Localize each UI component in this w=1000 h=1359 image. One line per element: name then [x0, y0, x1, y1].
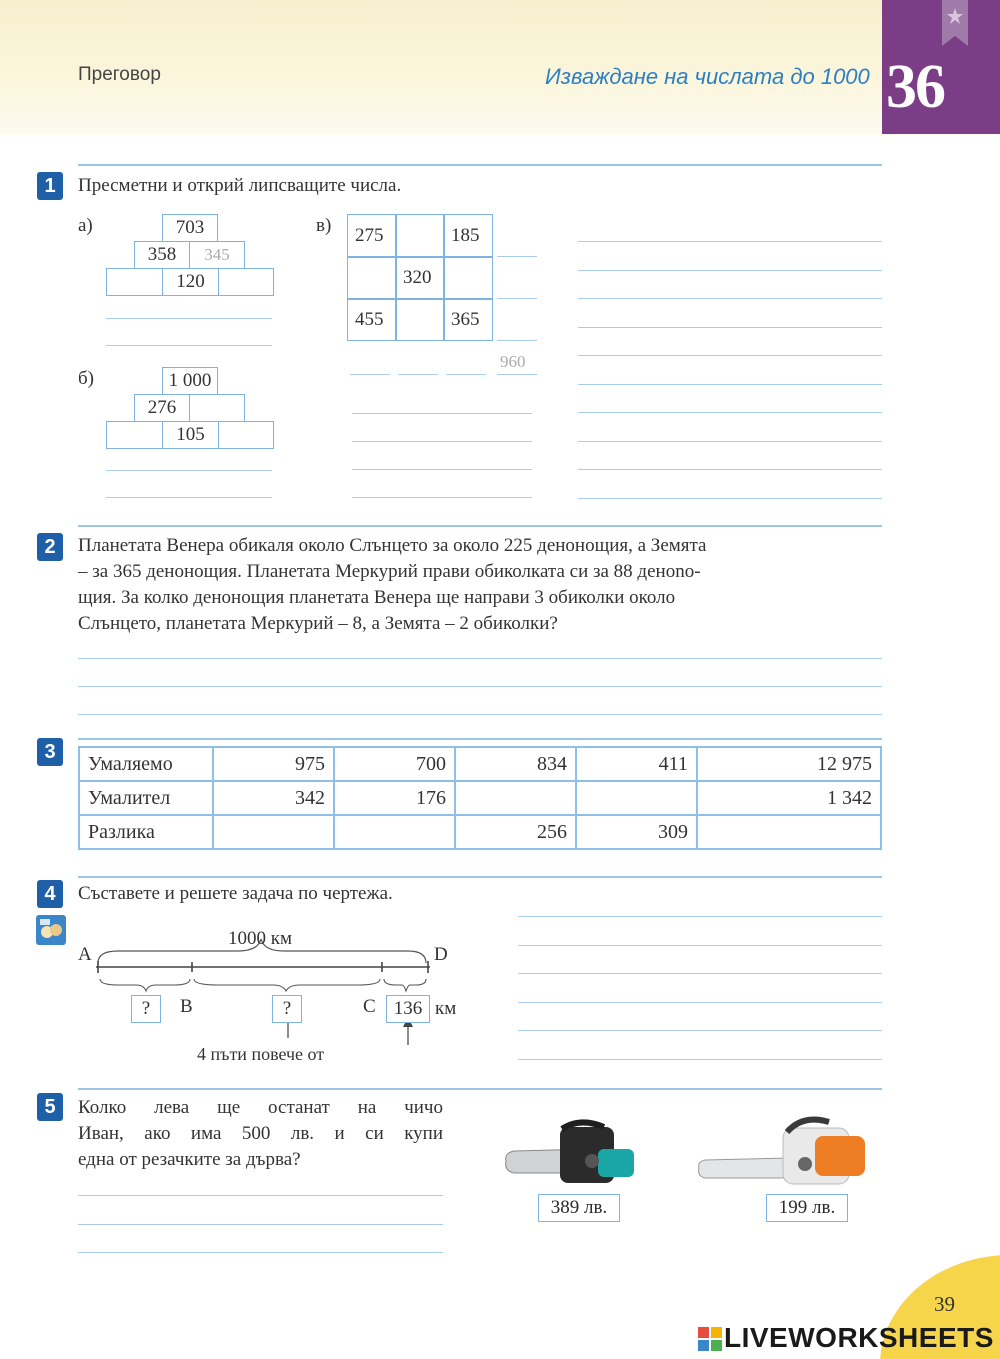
relation-note: 4 пъти повече от	[197, 1044, 325, 1064]
topic-title: Изваждане на числата до 1000	[545, 64, 870, 89]
task4-rule	[78, 876, 882, 878]
table-cell: 834	[455, 747, 576, 781]
segment-cd-value: 136	[386, 995, 430, 1023]
answer-line[interactable]	[78, 686, 882, 687]
task1-text: Пресметни и открий липсващите числа.	[78, 175, 402, 196]
lesson-number: 36	[886, 53, 944, 121]
liveworksheets-logo-icon	[698, 1327, 722, 1351]
a-bottom-left-input[interactable]	[106, 268, 163, 296]
chainsaw-teal-icon	[500, 1115, 650, 1195]
task2-rule	[78, 525, 882, 527]
table-input-cell[interactable]	[455, 781, 576, 815]
grid-cell: 275	[355, 225, 384, 246]
a-bottom-mid-cell: 120	[162, 268, 219, 296]
a-mid-right-input[interactable]: 345	[189, 241, 245, 269]
brand-name: LIVEWORKSHEETS	[724, 1322, 994, 1353]
section-title: Преговор	[78, 64, 161, 85]
answer-line[interactable]	[352, 497, 532, 498]
task5-line: Иван, ако има 500 лв. и си купи	[78, 1123, 443, 1144]
price-tag: 389 лв.	[538, 1194, 620, 1222]
answer-line[interactable]	[106, 497, 272, 498]
grid-cell: 320	[403, 267, 432, 288]
answer-line[interactable]	[518, 973, 882, 974]
grid-line	[443, 214, 445, 341]
grid-cell: 455	[355, 309, 384, 330]
answer-line[interactable]	[78, 658, 882, 659]
answer-line[interactable]	[578, 412, 882, 413]
answer-line[interactable]	[78, 714, 882, 715]
b-mid-right-input[interactable]	[189, 394, 245, 422]
subtraction-table	[78, 746, 882, 850]
diagonal-sum-line[interactable]	[497, 374, 537, 375]
table-input-cell[interactable]	[334, 815, 455, 849]
row-sum-line[interactable]	[497, 256, 537, 257]
b-bottom-left-input[interactable]	[106, 421, 163, 449]
task5-line: Колко лева ще останат на чичо	[78, 1097, 443, 1118]
unit-label: км	[435, 998, 457, 1019]
point-a-label: A	[78, 944, 92, 965]
answer-line[interactable]	[352, 469, 532, 470]
table-input-cell[interactable]	[697, 815, 881, 849]
b-bottom-mid-cell: 105	[162, 421, 219, 449]
task1-number: 1	[37, 172, 63, 200]
row-header: Разлика	[79, 815, 213, 849]
price-tag: 199 лв.	[766, 1194, 848, 1222]
grid-line	[395, 214, 397, 341]
answer-line[interactable]	[518, 916, 882, 917]
task5-number: 5	[37, 1093, 63, 1121]
point-d-label: D	[434, 944, 448, 965]
col-sum-line[interactable]	[446, 374, 486, 375]
answer-line[interactable]	[78, 1195, 443, 1196]
answer-line[interactable]	[106, 345, 272, 346]
a-top-cell: 703	[162, 214, 218, 242]
segment-bc-unknown[interactable]: ?	[272, 995, 302, 1023]
col-sum-line[interactable]	[398, 374, 438, 375]
task2-number: 2	[37, 533, 63, 561]
task3-number: 3	[37, 738, 63, 766]
answer-line[interactable]	[578, 327, 882, 328]
task3-rule	[78, 738, 882, 740]
grid-line	[347, 298, 493, 300]
table-cell: 1 342	[697, 781, 881, 815]
answer-line[interactable]	[106, 318, 272, 319]
table-cell: 12 975	[697, 747, 881, 781]
b-top-cell: 1 000	[162, 367, 218, 395]
answer-line[interactable]	[518, 1002, 882, 1003]
grid-line	[347, 256, 493, 258]
task4-text: Съставете и решете задача по чертежа.	[78, 883, 393, 904]
answer-line[interactable]	[352, 413, 532, 414]
col-sum-line[interactable]	[350, 374, 390, 375]
answer-line[interactable]	[578, 441, 882, 442]
table-cell: 975	[213, 747, 334, 781]
segment-ab-unknown[interactable]: ?	[131, 995, 161, 1023]
task1-rule	[78, 164, 882, 166]
b-mid-left-cell: 276	[134, 394, 190, 422]
row-sum-line[interactable]	[497, 298, 537, 299]
task2-text	[78, 533, 882, 637]
answer-line[interactable]	[578, 298, 882, 299]
table-row	[79, 747, 881, 781]
bookmark-icon	[940, 0, 970, 48]
task1-b-label: б)	[78, 368, 94, 389]
answer-line[interactable]	[578, 498, 882, 499]
point-c-label: C	[363, 996, 376, 1017]
table-cell: 176	[334, 781, 455, 815]
task5-text	[78, 1095, 443, 1147]
row-header: Умаляемо	[79, 747, 213, 781]
a-bottom-right-input[interactable]	[218, 268, 274, 296]
grid-cell: 185	[451, 225, 480, 246]
answer-line[interactable]	[518, 1059, 882, 1060]
table-input-cell[interactable]	[213, 815, 334, 849]
task5-line: една от резачките за дърва?	[78, 1149, 301, 1170]
task4-number: 4	[37, 880, 63, 908]
diagonal-sum: 960	[500, 352, 526, 371]
answer-line[interactable]	[78, 1224, 443, 1225]
a-mid-left-cell: 358	[134, 241, 190, 269]
row-header: Умалител	[79, 781, 213, 815]
task5-rule	[78, 1088, 882, 1090]
task2-line: – за 365 денонощия. Планетата Меркурий прави обиколката си за 88 денono-	[78, 561, 701, 582]
table-cell: 700	[334, 747, 455, 781]
table-row	[79, 781, 881, 815]
grid-cell: 365	[451, 309, 480, 330]
table-row	[79, 815, 881, 849]
pair-work-icon	[36, 915, 66, 945]
answer-line[interactable]	[578, 469, 882, 470]
table-cell: 309	[576, 815, 697, 849]
row-sum-line[interactable]	[497, 340, 537, 341]
task2-line: щия. За колко денонощия планетата Венера ще направи 3 обиколки около	[78, 587, 676, 608]
task2-line: Слънцето, планетата Меркурий – 8, а Земята – 2 обиколки?	[78, 613, 558, 634]
answer-line[interactable]	[578, 384, 882, 385]
table-cell: 256	[455, 815, 576, 849]
page-number: 39	[934, 1292, 955, 1316]
table-input-cell[interactable]	[576, 781, 697, 815]
total-distance-label: 1000 км	[228, 928, 293, 949]
answer-line[interactable]	[78, 1252, 443, 1253]
task1-v-label: в)	[316, 215, 332, 236]
answer-line[interactable]	[578, 241, 882, 242]
answer-line[interactable]	[518, 945, 882, 946]
b-bottom-right-input[interactable]	[218, 421, 274, 449]
chainsaw-orange-icon	[695, 1110, 875, 1195]
table-cell: 411	[576, 747, 697, 781]
answer-line[interactable]	[578, 270, 882, 271]
answer-line[interactable]	[352, 441, 532, 442]
task1-a-label: а)	[78, 215, 93, 236]
table-cell: 342	[213, 781, 334, 815]
task2-line: Планетата Венера обикаля около Слънцето за около 225 денонощия, а Земята	[78, 535, 707, 556]
answer-line[interactable]	[106, 470, 272, 471]
answer-line[interactable]	[578, 355, 882, 356]
point-b-label: B	[180, 996, 193, 1017]
answer-line[interactable]	[518, 1030, 882, 1031]
